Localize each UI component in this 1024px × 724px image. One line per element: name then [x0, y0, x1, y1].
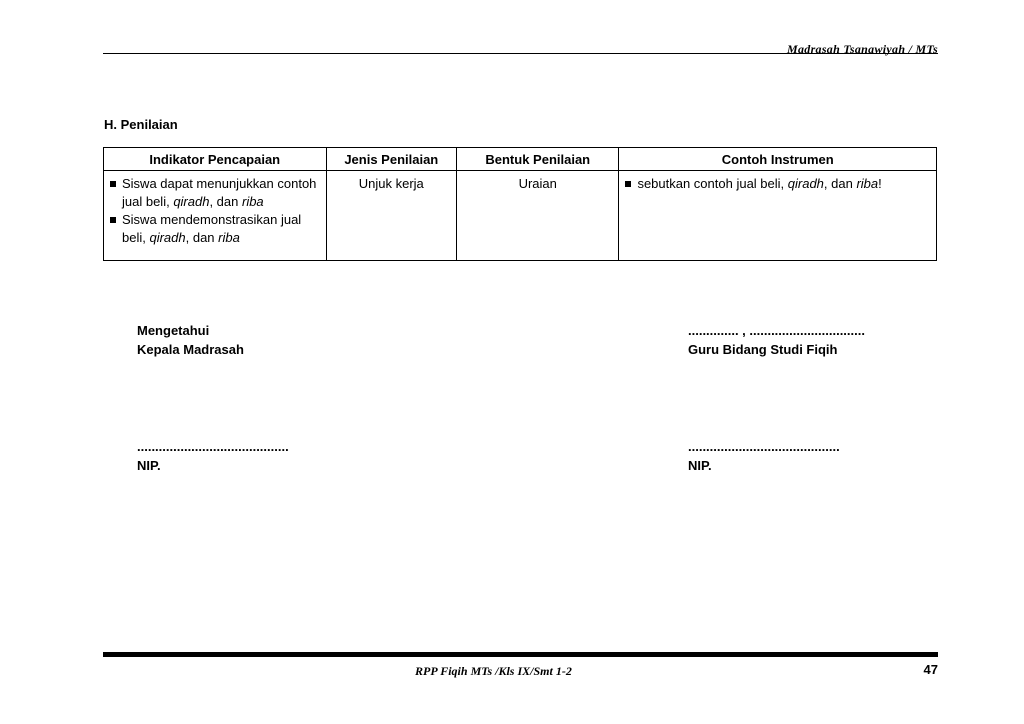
left-role: Kepala Madrasah	[137, 342, 244, 357]
indikator-item-1: Siswa dapat menunjukkan contoh jual beli, qiradh, dan riba	[108, 175, 322, 211]
footer-rule	[103, 652, 938, 657]
right-place-date: .............. , ................................	[688, 323, 865, 338]
right-role: Guru Bidang Studi Fiqih	[688, 342, 838, 357]
left-signature-line: ..........................................	[137, 439, 289, 454]
page-number: 47	[923, 662, 938, 677]
header-jenis: Jenis Penilaian	[326, 148, 457, 171]
signature-right-header	[688, 321, 865, 359]
indikator-item-2: Siswa mendemonstrasikan jual beli, qiradh, dan riba	[108, 211, 322, 247]
header-bentuk: Bentuk Penilaian	[457, 148, 619, 171]
header-title: Madrasah Tsanawiyah / MTs	[787, 42, 938, 56]
bentuk-cell: Uraian	[457, 171, 619, 261]
jenis-cell: Unjuk kerja	[326, 171, 457, 261]
contoh-item: sebutkan contoh jual beli, qiradh, dan riba!	[623, 175, 932, 193]
contoh-cell	[619, 171, 937, 261]
left-mengetahui: Mengetahui	[137, 323, 210, 338]
assessment-table	[103, 147, 937, 261]
table-header-row	[104, 148, 937, 171]
table-row	[104, 171, 937, 261]
signature-right-footer	[688, 437, 840, 475]
right-nip: NIP.	[688, 458, 712, 473]
left-nip: NIP.	[137, 458, 161, 473]
contoh-list	[623, 175, 932, 193]
indikator-list	[108, 175, 322, 247]
signature-left-footer	[137, 437, 289, 475]
footer-title: RPP Fiqih MTs /Kls IX/Smt 1-2	[415, 664, 572, 678]
header-indikator: Indikator Pencapaian	[104, 148, 327, 171]
section-title: H. Penilaian	[104, 117, 178, 132]
right-signature-line: ..........................................	[688, 439, 840, 454]
indikator-cell	[104, 171, 327, 261]
signature-left-header	[137, 321, 244, 359]
header-contoh: Contoh Instrumen	[619, 148, 937, 171]
